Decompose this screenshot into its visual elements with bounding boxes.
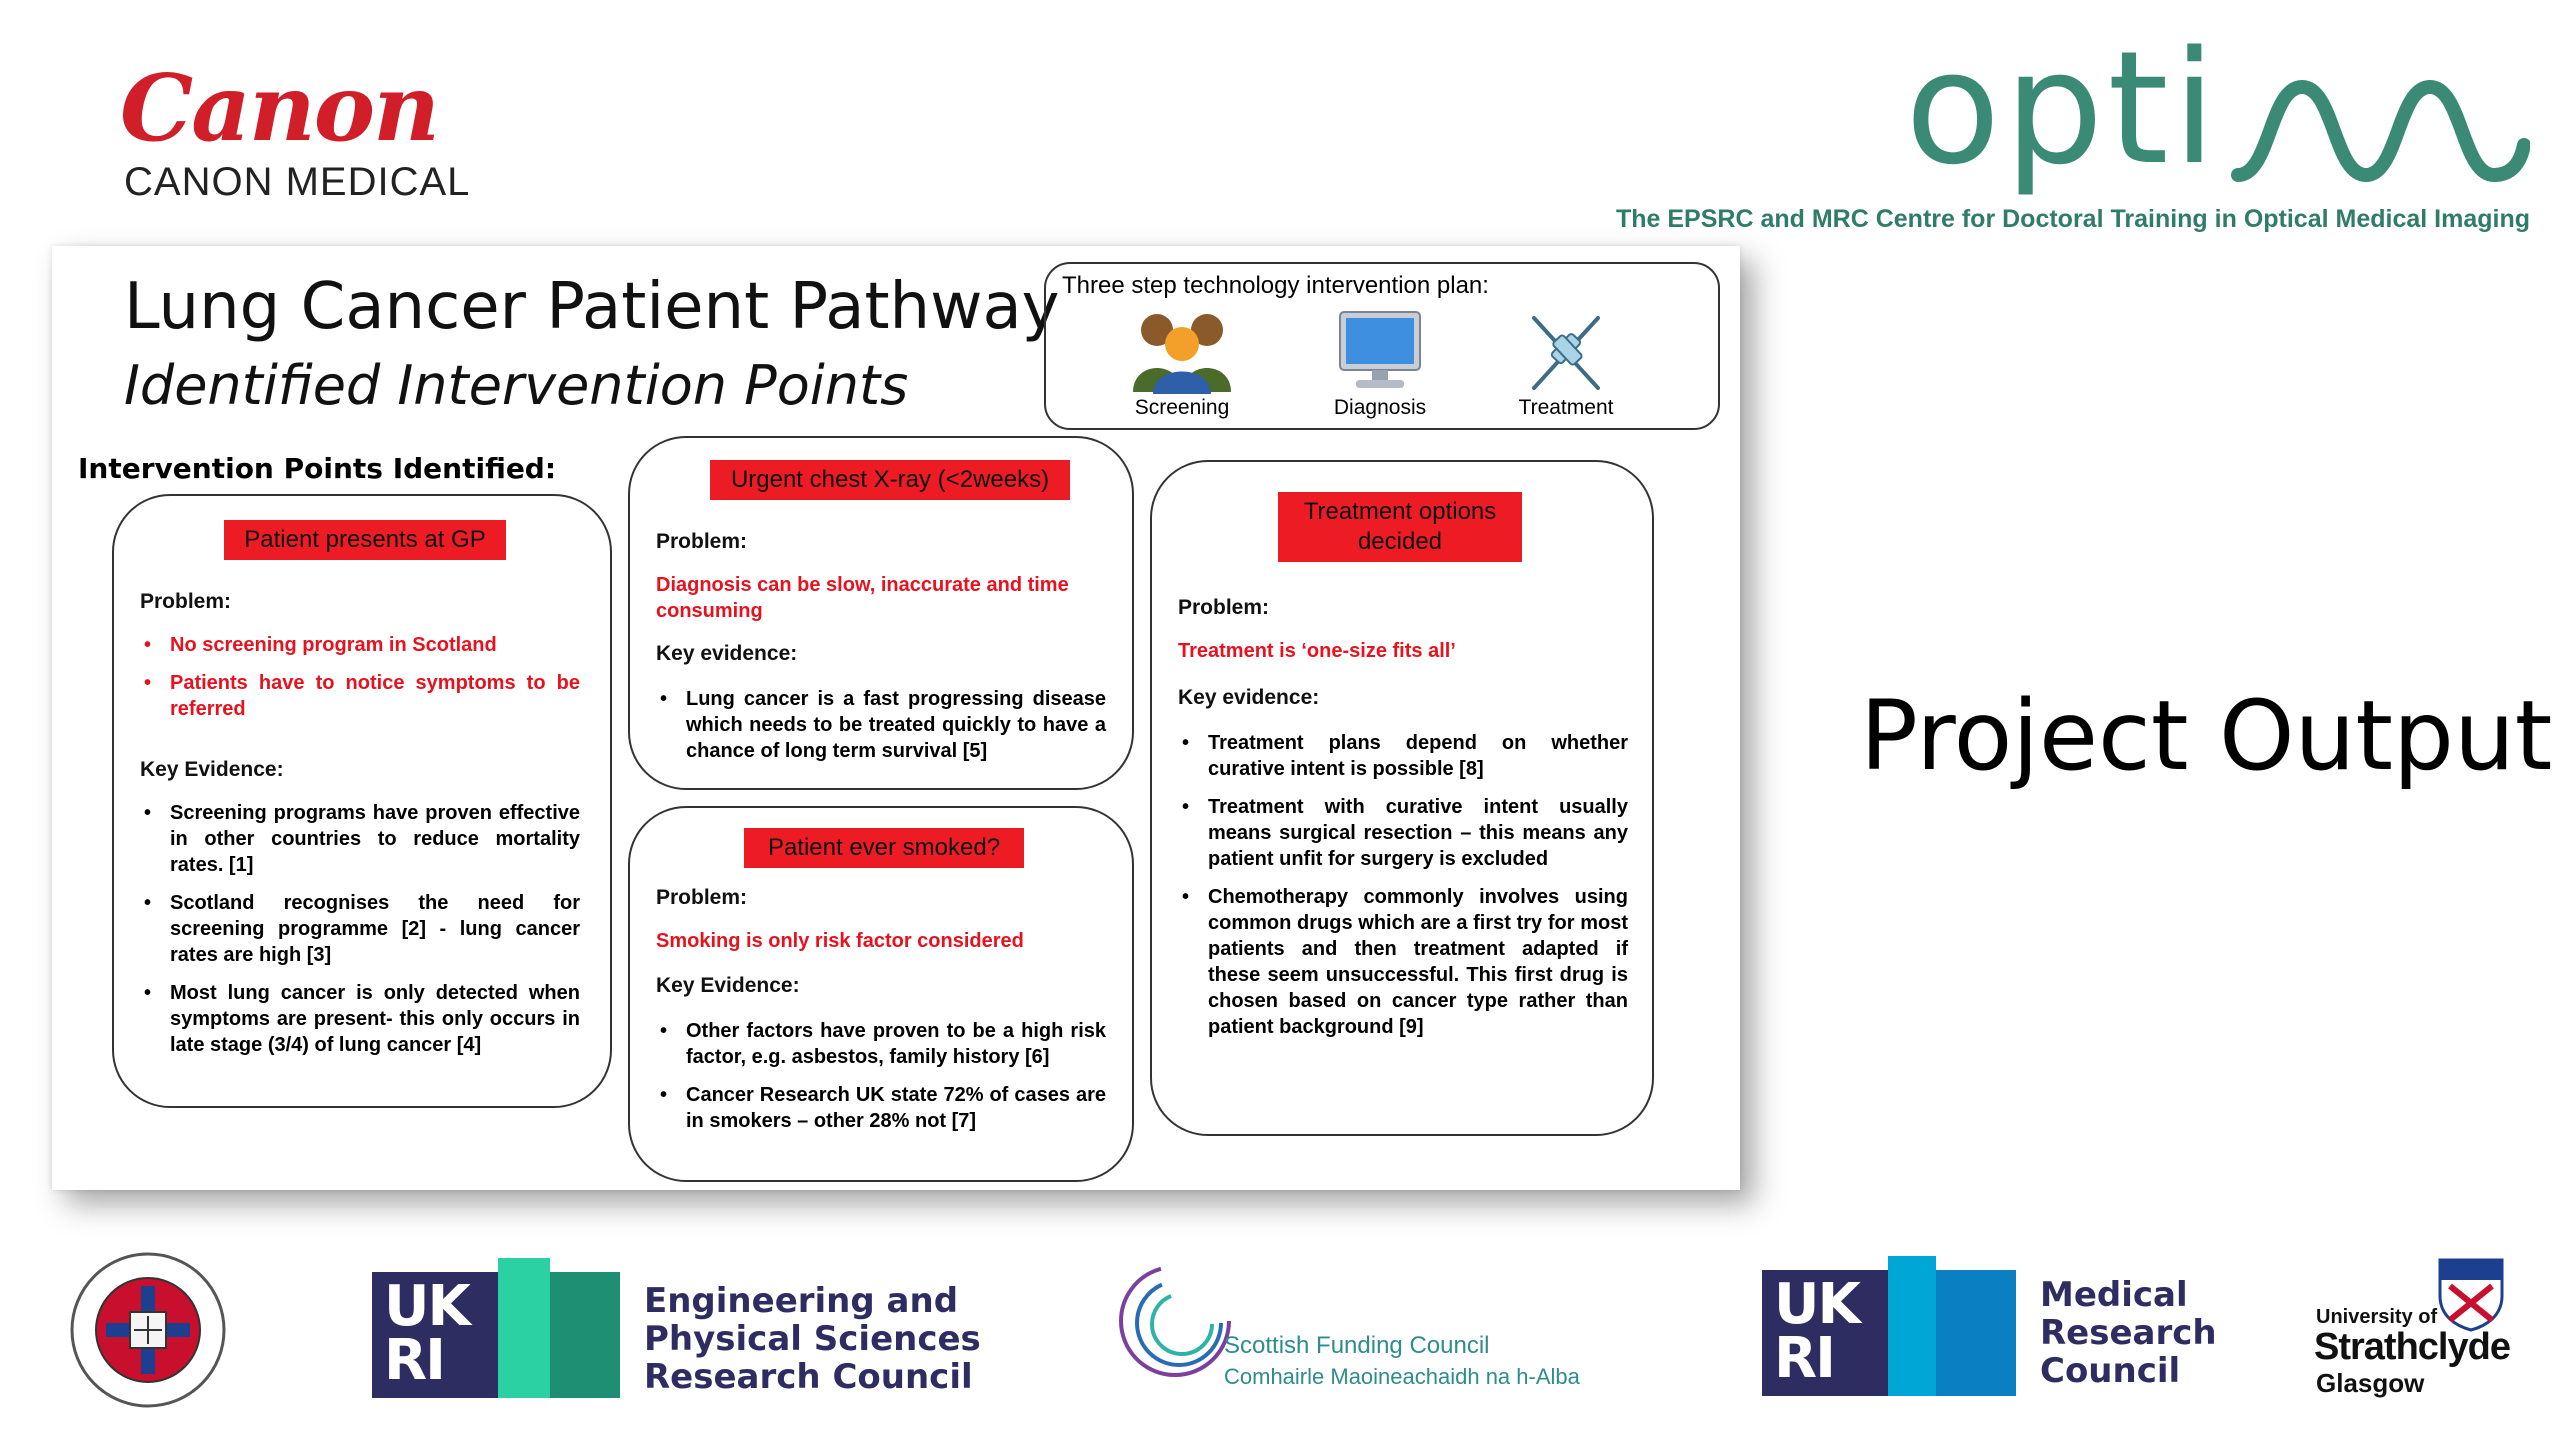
slide-subtitle: Identified Intervention Points: [124, 354, 909, 417]
mrc-line-3: Council: [2040, 1351, 2181, 1391]
embedded-slide: [52, 246, 1740, 1190]
list-item: • No screening program in Scotland: [140, 632, 580, 658]
epsrc-line-1: Engineering and: [644, 1281, 959, 1321]
points-heading: Intervention Points Identified:: [78, 452, 557, 485]
project-output-heading: Project Output: [1860, 680, 2553, 792]
tech-label-screening: Screening: [1134, 396, 1230, 419]
card-tag: Patient ever smoked?: [744, 828, 1024, 868]
list-item: • Scotland recognises the need for screening programme [2] - lung cancer rates are high [3]: [140, 890, 580, 968]
sfc-swirl-icon: [1116, 1262, 1234, 1380]
card-urgent-chest-xray: [628, 436, 1134, 790]
mrc-bar-shape: [1888, 1256, 1936, 1396]
mrc-line-1: Medical: [2040, 1275, 2188, 1315]
tech-item-screening: [1102, 308, 1262, 420]
canon-medical-logo-text: CANON MEDICAL: [124, 160, 471, 204]
evidence-list: [140, 800, 580, 1070]
list-item: • Treatment with curative intent usually means surgical resection – this means any patient unfit for surgery is excluded: [1178, 794, 1628, 872]
syringes-icon: [1516, 308, 1616, 394]
card-patient-presents-gp: [112, 494, 612, 1108]
problem-text: Diagnosis can be slow, inaccurate and time consuming: [656, 574, 1069, 622]
problem-text: Smoking is only risk factor considered: [656, 930, 1024, 952]
problem-text: Treatment is ‘one-size fits all’: [1178, 640, 1456, 662]
evidence-label: Key Evidence:: [656, 974, 800, 997]
tech-item-diagnosis: [1300, 308, 1460, 420]
epsrc-line-3: Research Council: [644, 1357, 973, 1397]
tech-plan-title: Three step technology intervention plan:: [1062, 272, 1489, 299]
list-item: • Chemotherapy commonly involves using common drugs which are a first try for most patients and then treatment adapted if these seem unsuccessful. This first drug is chosen based on cancer type rather than patient background [9]: [1178, 884, 1628, 1040]
card-tag: Treatment options decided: [1278, 492, 1522, 562]
optima-logo: opti: [1905, 17, 2220, 199]
card-treatment-options: [1150, 460, 1654, 1136]
optima-tagline: The EPSRC and MRC Centre for Doctoral Training in Optical Medical Imaging: [1615, 205, 2530, 233]
strathclyde-line-2: Strathclyde: [2314, 1326, 2510, 1368]
problem-label: Problem:: [1178, 596, 1270, 619]
sfc-name-en: Scottish Funding Council: [1224, 1332, 1490, 1359]
card-patient-ever-smoked: [628, 806, 1134, 1182]
university-of-edinburgh-seal-icon: [64, 1250, 232, 1410]
epsrc-block-shape: [550, 1272, 620, 1398]
list-item: • Screening programs have proven effective in other countries to reduce mortality rates. [1]: [140, 800, 580, 878]
list-item: • Cancer Research UK state 72% of cases are in smokers – other 28% not [7]: [656, 1082, 1106, 1134]
card-tag: Patient presents at GP: [224, 520, 506, 560]
ukri-letters-top: UK: [384, 1274, 469, 1339]
problem-label: Problem:: [656, 886, 748, 909]
epsrc-name: [644, 1282, 981, 1396]
list-item: • Most lung cancer is only detected when symptoms are present- this only occurs in late stage (3/4) of lung cancer [4]: [140, 980, 580, 1058]
monitor-icon: [1330, 308, 1430, 394]
ukri-letters-bottom-mrc: RI: [1774, 1326, 1834, 1391]
strathclyde-line-3: Glasgow: [2316, 1368, 2425, 1398]
list-item: • Lung cancer is a fast progressing disease which needs to be treated quickly to have a chance of long term survival [5]: [656, 686, 1106, 764]
evidence-list: [1178, 730, 1628, 1052]
epsrc-line-2: Physical Sciences: [644, 1319, 981, 1359]
card-tag: Urgent chest X-ray (<2weeks): [710, 460, 1070, 500]
canon-logo: Canon: [120, 54, 438, 162]
epsrc-bar-shape: [498, 1258, 550, 1398]
evidence-list: [656, 686, 1106, 776]
problem-list: [140, 632, 580, 734]
tech-item-treatment: [1486, 308, 1646, 420]
ukri-letters-bottom: RI: [384, 1328, 444, 1393]
list-item: • Treatment plans depend on whether curative intent is possible [8]: [1178, 730, 1628, 782]
mrc-block-shape: [1936, 1270, 2016, 1396]
evidence-label: Key evidence:: [656, 642, 798, 665]
evidence-list: [656, 1018, 1106, 1146]
strathclyde-line-1: University of: [2316, 1306, 2438, 1328]
tech-plan-box: [1044, 262, 1720, 430]
tech-label-diagnosis: Diagnosis: [1333, 396, 1427, 419]
problem-label: Problem:: [656, 530, 748, 553]
mrc-line-2: Research: [2040, 1313, 2217, 1353]
sfc-name-gd: Comhairle Maoineachaidh na h-Alba: [1224, 1364, 1580, 1389]
evidence-label: Key evidence:: [1178, 686, 1320, 709]
evidence-label: Key Evidence:: [140, 758, 284, 781]
mrc-name: [2040, 1276, 2217, 1390]
problem-label: Problem:: [140, 590, 232, 613]
strathclyde-crest-icon: [2436, 1256, 2506, 1332]
ukri-letters-top-mrc: UK: [1774, 1272, 1859, 1337]
optima-wave-icon: [2230, 75, 2530, 185]
list-item: • Other factors have proven to be a high risk factor, e.g. asbestos, family history [6]: [656, 1018, 1106, 1070]
tech-label-treatment: Treatment: [1518, 396, 1614, 419]
people-icon: [1127, 308, 1237, 394]
list-item: • Patients have to notice symptoms to be referred: [140, 670, 580, 722]
slide-title: Lung Cancer Patient Pathway: [124, 270, 1060, 344]
